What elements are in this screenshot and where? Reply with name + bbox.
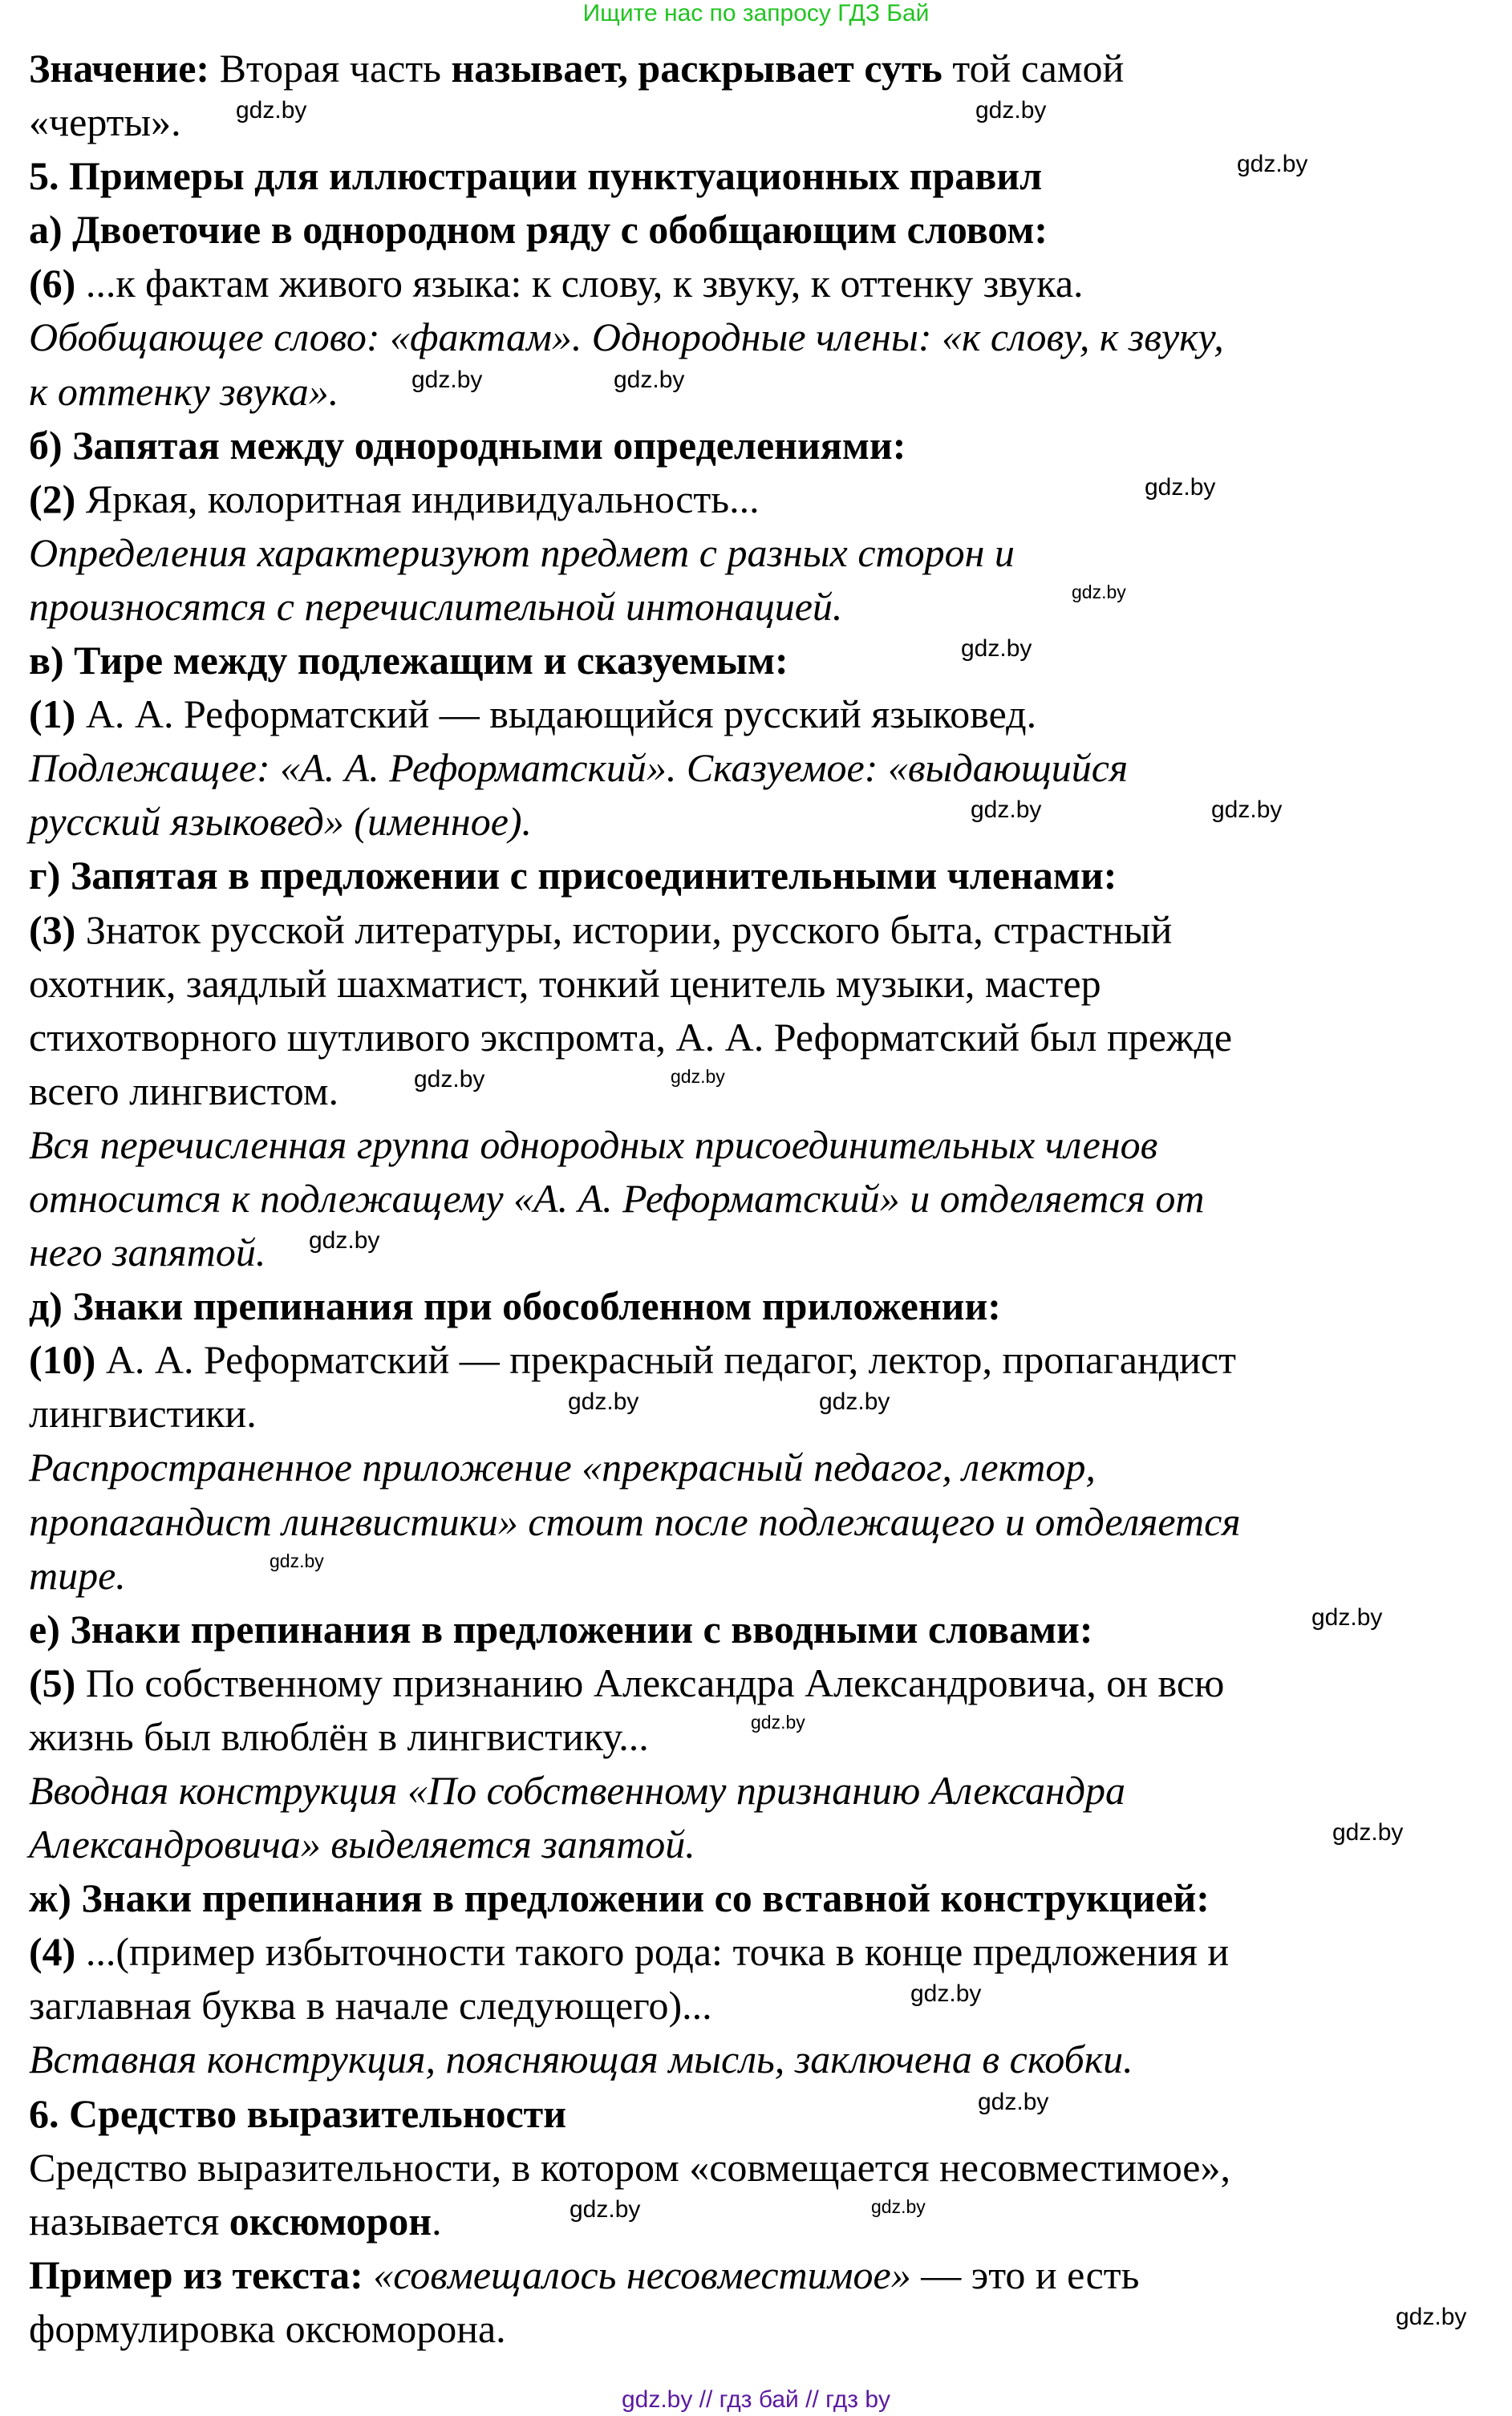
watermark: gdz.by xyxy=(961,635,1032,663)
text-line xyxy=(29,580,1512,634)
footer-links: gdz.by // гдз бай // гдз by xyxy=(621,2386,891,2413)
watermark: gdz.by xyxy=(1311,1603,1383,1631)
bold-text: б) Запятая между однородными определениями: xyxy=(29,422,906,468)
italic-text: Вставная конструкция, поясняющая мысль, заключена в скобки. xyxy=(29,2037,1133,2082)
text-line xyxy=(29,1441,1512,1494)
bold-text: (6) xyxy=(29,261,76,306)
text-line xyxy=(29,1118,1512,1172)
text: «черты». xyxy=(29,99,181,145)
text-line xyxy=(29,1818,1512,1871)
watermark: gdz.by xyxy=(819,1388,890,1416)
text-line xyxy=(29,1925,1512,1979)
watermark: gdz.by xyxy=(910,1980,982,2008)
bold-text: д) Знаки препинания при обособленном приложении: xyxy=(29,1283,1001,1329)
bold-text: (5) xyxy=(29,1660,76,1705)
bold-text: (10) xyxy=(29,1337,96,1383)
text: жизнь был влюблён в лингвистику... xyxy=(29,1713,649,1759)
text-line xyxy=(29,1333,1512,1387)
text-line xyxy=(29,2087,1512,2141)
text: . xyxy=(432,2198,442,2244)
italic-text: тире. xyxy=(29,1552,126,1598)
text: Яркая, колоритная индивидуальность... xyxy=(75,476,760,521)
watermark: gdz.by xyxy=(1072,581,1126,602)
text: А. А. Реформатский — прекрасный педагог, лектор, пропагандист xyxy=(95,1337,1236,1383)
text-line xyxy=(29,2033,1512,2086)
italic-text: Подлежащее: «А. А. Реформатский». Сказуемое: «выдающийся xyxy=(29,745,1129,791)
text: заглавная буква в начале следующего)... xyxy=(29,1983,712,2029)
watermark: gdz.by xyxy=(614,366,685,393)
text-line xyxy=(29,257,1512,310)
italic-text: Распространенное приложение «прекрасный педагог, лектор, xyxy=(29,1445,1096,1490)
watermark: gdz.by xyxy=(411,366,483,393)
text: стихотворного шутливого экспромта, А. А. Реформатский был прежде xyxy=(29,1014,1233,1060)
search-hint-banner: Ищите нас по запросу ГДЗ Бай xyxy=(582,0,930,26)
watermark: gdz.by xyxy=(270,1550,324,1571)
italic-text: произносятся с перечислительной интонацией. xyxy=(29,583,843,629)
watermark: gdz.by xyxy=(568,1388,639,1416)
watermark: gdz.by xyxy=(1396,2303,1467,2330)
text-line xyxy=(29,42,1512,95)
watermark: gdz.by xyxy=(1332,1819,1404,1846)
text-line xyxy=(29,1603,1512,1656)
text: Средство выразительности, в котором «совмещается несовместимое», xyxy=(29,2144,1230,2190)
text-line xyxy=(29,1226,1512,1279)
text: По собственному признанию Александра Александровича, он всю xyxy=(75,1660,1225,1705)
text-line xyxy=(29,419,1512,472)
italic-text: Александровича» выделяется запятой. xyxy=(29,1822,695,1867)
document-body xyxy=(29,42,1512,2356)
watermark: gdz.by xyxy=(570,2195,641,2223)
text-line xyxy=(29,1064,1512,1118)
bold-text: ж) Знаки препинания в предложении со вставной конструкцией: xyxy=(29,1875,1210,1921)
bold-text: в) Тире между подлежащим и сказуемым: xyxy=(29,638,788,683)
watermark: gdz.by xyxy=(1145,473,1216,501)
text-line xyxy=(29,526,1512,580)
text-line xyxy=(29,634,1512,687)
text: охотник, заядлый шахматист, тонкий ценитель музыки, мастер xyxy=(29,960,1101,1006)
italic-text: русский языковед» (именное). xyxy=(29,799,533,845)
watermark: gdz.by xyxy=(414,1065,485,1092)
italic-text: Обобщающее слово: «фактам». Однородные члены: «к слову, к звуку, xyxy=(29,314,1224,360)
text: всего лингвистом. xyxy=(29,1068,338,1113)
text-line xyxy=(29,1764,1512,1818)
text-line xyxy=(29,1011,1512,1064)
watermark: gdz.by xyxy=(975,97,1047,124)
text-line xyxy=(29,1279,1512,1333)
watermark: gdz.by xyxy=(1237,151,1308,178)
text: А. А. Реформатский — выдающийся русский языковед. xyxy=(75,691,1037,737)
text-line xyxy=(29,687,1512,741)
watermark: gdz.by xyxy=(751,1711,805,1733)
bold-text: (4) xyxy=(29,1929,76,1975)
text: формулировка оксюморона. xyxy=(29,2305,506,2351)
italic-text: к оттенку звука». xyxy=(29,368,339,414)
bold-text: 5. Примеры для иллюстрации пунктуационных правил xyxy=(29,153,1043,199)
bold-text: называет, раскрывает суть xyxy=(451,46,942,91)
text-line xyxy=(29,365,1512,419)
text-line xyxy=(29,1656,1512,1710)
text: Знаток русской литературы, истории, русского быта, страстный xyxy=(75,906,1173,952)
bold-text: оксюморон xyxy=(229,2198,432,2244)
watermark: gdz.by xyxy=(978,2088,1049,2115)
bold-text: а) Двоеточие в однородном ряду с обобщающим словом: xyxy=(29,207,1048,253)
italic-text: пропагандист лингвистики» стоит после подлежащего и отделяется xyxy=(29,1498,1241,1544)
italic-text: него запятой. xyxy=(29,1230,266,1275)
watermark: gdz.by xyxy=(236,97,307,124)
text-line xyxy=(29,957,1512,1011)
text-line xyxy=(29,741,1512,795)
text-line xyxy=(29,849,1512,902)
text-line xyxy=(29,310,1512,364)
bold-text: г) Запятая в предложении с присоединительными членами: xyxy=(29,853,1117,898)
bold-text: (2) xyxy=(29,476,76,521)
text-line xyxy=(29,1871,1512,1925)
text-line xyxy=(29,2141,1512,2195)
bold-text: (1) xyxy=(29,691,76,737)
text-line xyxy=(29,2248,1512,2302)
text-line xyxy=(29,149,1512,203)
italic-text: Вводная конструкция «По собственному признанию Александра xyxy=(29,1768,1126,1813)
text: Вторая часть xyxy=(209,46,452,91)
watermark: gdz.by xyxy=(671,1065,725,1087)
text: той самой xyxy=(942,46,1125,91)
italic-text: Определения характеризуют предмет с разных сторон и xyxy=(29,529,1015,575)
text: — это и есть xyxy=(910,2252,1140,2297)
bold-text: е) Знаки препинания в предложении с вводными словами: xyxy=(29,1606,1093,1652)
watermark: gdz.by xyxy=(971,797,1042,824)
text-line xyxy=(29,795,1512,849)
text: лингвистики. xyxy=(29,1391,257,1437)
italic-text: Вся перечисленная группа однородных присоединительных членов xyxy=(29,1121,1158,1167)
text-line xyxy=(29,2302,1512,2356)
text-line xyxy=(29,1495,1512,1549)
bold-text: (3) xyxy=(29,906,76,952)
text-line xyxy=(29,903,1512,957)
watermark: gdz.by xyxy=(309,1227,380,1255)
bold-text: Значение: xyxy=(29,46,210,91)
text: называется xyxy=(29,2198,229,2244)
italic-text: «совмещалось несовместимое» xyxy=(363,2252,911,2297)
text-line xyxy=(29,2195,1512,2248)
text: ...(пример избыточности такого рода: точка в конце предложения и xyxy=(75,1929,1230,1975)
bold-text: Пример из текста: xyxy=(29,2252,363,2297)
text-line xyxy=(29,1549,1512,1603)
text-line xyxy=(29,1710,1512,1764)
text-line xyxy=(29,472,1512,526)
text-line xyxy=(29,1979,1512,2033)
italic-text: относится к подлежащему «А. А. Реформатский» и отделяется от xyxy=(29,1175,1205,1221)
text-line xyxy=(29,95,1512,149)
watermark: gdz.by xyxy=(1211,797,1283,824)
text: ...к фактам живого языка: к слову, к звуку, к оттенку звука. xyxy=(75,261,1084,306)
text-line xyxy=(29,203,1512,257)
text-line xyxy=(29,1172,1512,1226)
bold-text: 6. Средство выразительности xyxy=(29,2090,567,2136)
text-line xyxy=(29,1387,1512,1441)
watermark: gdz.by xyxy=(871,2195,926,2217)
